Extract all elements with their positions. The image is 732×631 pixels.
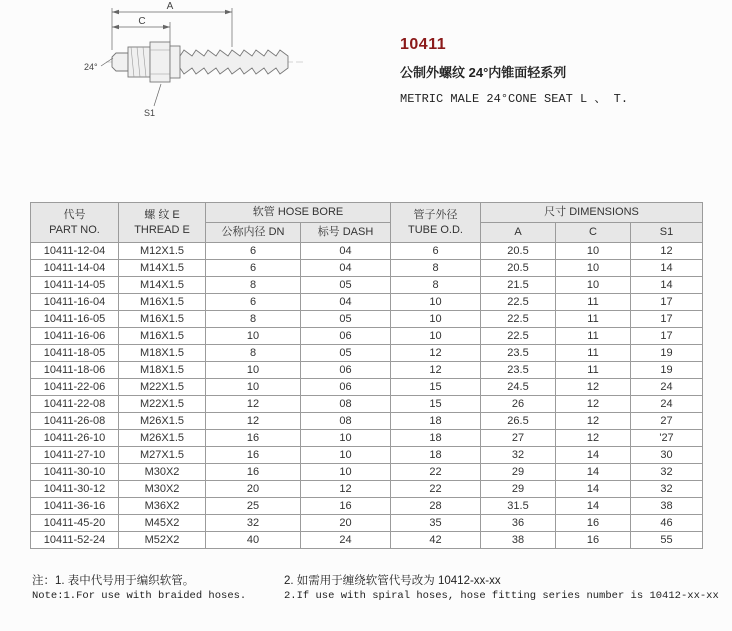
cell-dim-s1: 38 [631, 498, 703, 515]
cell-dim-s1: 14 [631, 277, 703, 294]
cell-thread: M18X1.5 [119, 345, 206, 362]
cell-dim-a: 22.5 [481, 328, 556, 345]
table-row [31, 396, 703, 413]
cell-part-no: 10411-30-10 [31, 464, 119, 481]
cell-dash: 10 [301, 447, 391, 464]
cell-dim-s1: 19 [631, 345, 703, 362]
cell-dim-a: 27 [481, 430, 556, 447]
cell-dim-c: 14 [556, 464, 631, 481]
arrowhead [112, 10, 119, 15]
cell-dn: 6 [206, 260, 301, 277]
cell-dn: 10 [206, 379, 301, 396]
header-tube-od-cn: 管子外径 [413, 209, 458, 222]
cell-dn: 16 [206, 447, 301, 464]
cell-dim-s1: '27 [631, 430, 703, 447]
cell-dn: 8 [206, 345, 301, 362]
series-number: 10411 [400, 36, 447, 53]
cell-tube-od: 18 [391, 430, 481, 447]
table-row [31, 515, 703, 532]
cell-dash: 06 [301, 328, 391, 345]
cell-dim-a: 20.5 [481, 260, 556, 277]
cell-dim-c: 12 [556, 430, 631, 447]
cell-dim-s1: 32 [631, 464, 703, 481]
cell-thread: M12X1.5 [119, 243, 206, 260]
header-row-1 [31, 203, 703, 223]
cell-dash: 16 [301, 498, 391, 515]
cell-thread: M36X2 [119, 498, 206, 515]
cell-dim-c: 16 [556, 532, 631, 549]
cell-thread: M16X1.5 [119, 294, 206, 311]
cell-dim-c: 11 [556, 328, 631, 345]
cell-part-no: 10411-18-05 [31, 345, 119, 362]
cell-part-no: 10411-22-08 [31, 396, 119, 413]
cell-thread: M14X1.5 [119, 260, 206, 277]
cell-dim-s1: 17 [631, 294, 703, 311]
header-dim-c: C [556, 223, 631, 243]
angle-label: 24° [84, 62, 98, 72]
cell-dim-s1: 12 [631, 243, 703, 260]
cell-dn: 10 [206, 362, 301, 379]
cell-dash: 20 [301, 515, 391, 532]
cell-dim-c: 11 [556, 362, 631, 379]
spec-table-header [31, 203, 703, 243]
cell-dim-a: 26 [481, 396, 556, 413]
cell-dim-c: 11 [556, 345, 631, 362]
cell-part-no: 10411-45-20 [31, 515, 119, 532]
title-block [400, 36, 628, 106]
cell-thread: M22X1.5 [119, 396, 206, 413]
cell-part-no: 10411-12-04 [31, 243, 119, 260]
cell-dn: 40 [206, 532, 301, 549]
cell-tube-od: 28 [391, 498, 481, 515]
cell-dim-s1: 32 [631, 481, 703, 498]
header-dash: 标号 DASH [301, 223, 391, 243]
cell-tube-od: 10 [391, 311, 481, 328]
cell-dim-c: 11 [556, 311, 631, 328]
cell-dn: 32 [206, 515, 301, 532]
cell-dash: 04 [301, 243, 391, 260]
header-tube-od-en: TUBE O.D. [407, 223, 463, 236]
header-dimensions-group: 尺寸 DIMENSIONS [481, 203, 703, 223]
table-row [31, 345, 703, 362]
cell-dash: 06 [301, 379, 391, 396]
cell-dim-c: 16 [556, 515, 631, 532]
cell-dn: 6 [206, 294, 301, 311]
series-title-en: METRIC MALE 24°CONE SEAT L 、 T. [400, 92, 629, 106]
cell-dim-a: 29 [481, 481, 556, 498]
fitting-drawing-svg [82, 0, 337, 125]
dim-label-a: A [166, 1, 174, 12]
cell-dn: 6 [206, 243, 301, 260]
header-thread [119, 203, 206, 243]
cell-dim-s1: 17 [631, 311, 703, 328]
cell-part-no: 10411-16-06 [31, 328, 119, 345]
table-row [31, 413, 703, 430]
cell-part-no: 10411-26-08 [31, 413, 119, 430]
cell-tube-od: 35 [391, 515, 481, 532]
table-row [31, 260, 703, 277]
cell-tube-od: 18 [391, 413, 481, 430]
cell-dim-a: 20.5 [481, 243, 556, 260]
cell-dim-s1: 19 [631, 362, 703, 379]
header-dn: 公称内径 DN [206, 223, 301, 243]
cell-tube-od: 10 [391, 294, 481, 311]
cell-dn: 8 [206, 311, 301, 328]
footnotes [32, 574, 719, 603]
cell-thread: M26X1.5 [119, 430, 206, 447]
cell-dim-c: 10 [556, 277, 631, 294]
cell-dim-c: 10 [556, 243, 631, 260]
note-en-right: 2.If use with spiral hoses, hose fitting series number is 10412-xx-xx [284, 590, 719, 602]
cell-tube-od: 42 [391, 532, 481, 549]
cell-tube-od: 22 [391, 481, 481, 498]
cell-part-no: 10411-22-06 [31, 379, 119, 396]
cell-dim-c: 11 [556, 294, 631, 311]
cell-dim-a: 38 [481, 532, 556, 549]
table-row [31, 464, 703, 481]
cell-dn: 12 [206, 413, 301, 430]
cell-dash: 05 [301, 311, 391, 328]
cell-dn: 16 [206, 464, 301, 481]
cell-part-no: 10411-30-12 [31, 481, 119, 498]
cell-dim-s1: 14 [631, 260, 703, 277]
cell-dim-s1: 24 [631, 379, 703, 396]
cell-tube-od: 8 [391, 277, 481, 294]
cell-thread: M30X2 [119, 481, 206, 498]
cell-thread: M26X1.5 [119, 413, 206, 430]
cell-dn: 25 [206, 498, 301, 515]
cell-dim-c: 14 [556, 498, 631, 515]
s1-leader-line [154, 84, 161, 106]
header-thread-en: THREAD E [134, 223, 190, 236]
cell-dim-a: 22.5 [481, 311, 556, 328]
cell-dash: 04 [301, 294, 391, 311]
series-title-cn: 公制外螺纹 24°内锥面轻系列 [400, 65, 567, 80]
cell-thread: M14X1.5 [119, 277, 206, 294]
cell-dash: 06 [301, 362, 391, 379]
arrowhead [112, 25, 119, 30]
note-en-left: Note:1.For use with braided hoses. [32, 590, 247, 602]
cell-dash: 24 [301, 532, 391, 549]
cell-part-no: 10411-16-05 [31, 311, 119, 328]
spec-table [30, 202, 703, 549]
header-thread-cn: 螺 纹 E [144, 209, 180, 222]
cell-dim-c: 12 [556, 396, 631, 413]
cell-thread: M16X1.5 [119, 311, 206, 328]
cell-dim-c: 12 [556, 413, 631, 430]
cell-dim-s1: 17 [631, 328, 703, 345]
cell-dim-c: 14 [556, 481, 631, 498]
cell-dim-c: 14 [556, 447, 631, 464]
cell-part-no: 10411-16-04 [31, 294, 119, 311]
header-part-no [31, 203, 119, 243]
cell-tube-od: 22 [391, 464, 481, 481]
cell-part-no: 10411-14-04 [31, 260, 119, 277]
cell-dim-s1: 24 [631, 396, 703, 413]
header-tube-od [391, 203, 481, 243]
cell-dash: 05 [301, 345, 391, 362]
table-row [31, 277, 703, 294]
cell-thread: M27X1.5 [119, 447, 206, 464]
cell-dim-a: 21.5 [481, 277, 556, 294]
cell-dim-s1: 46 [631, 515, 703, 532]
header-hose-bore-group: 软管 HOSE BORE [206, 203, 391, 223]
cell-dn: 20 [206, 481, 301, 498]
cell-dim-a: 23.5 [481, 362, 556, 379]
fitting-nose [112, 53, 128, 71]
cell-tube-od: 18 [391, 447, 481, 464]
cell-part-no: 10411-27-10 [31, 447, 119, 464]
arrowhead [163, 25, 170, 30]
cell-dim-s1: 27 [631, 413, 703, 430]
header-part-no-cn: 代号 [63, 209, 86, 222]
cell-dim-a: 36 [481, 515, 556, 532]
cell-dim-s1: 55 [631, 532, 703, 549]
note-cn-right: 2. 如需用于缠绕软管代号改为 10412-xx-xx [284, 575, 501, 587]
table-row [31, 532, 703, 549]
spec-table-body [31, 243, 703, 549]
cell-thread: M45X2 [119, 515, 206, 532]
cell-dash: 12 [301, 481, 391, 498]
cell-thread: M52X2 [119, 532, 206, 549]
cell-part-no: 10411-14-05 [31, 277, 119, 294]
cell-dim-a: 22.5 [481, 294, 556, 311]
cell-dn: 8 [206, 277, 301, 294]
cell-dim-a: 26.5 [481, 413, 556, 430]
cell-dash: 08 [301, 396, 391, 413]
cell-thread: M22X1.5 [119, 379, 206, 396]
cell-tube-od: 8 [391, 260, 481, 277]
cell-part-no: 10411-52-24 [31, 532, 119, 549]
table-row [31, 294, 703, 311]
cell-dim-c: 12 [556, 379, 631, 396]
cell-thread: M18X1.5 [119, 362, 206, 379]
cell-thread: M16X1.5 [119, 328, 206, 345]
table-row [31, 328, 703, 345]
cell-dn: 12 [206, 396, 301, 413]
fitting-hex [150, 42, 170, 82]
cell-part-no: 10411-18-06 [31, 362, 119, 379]
cell-dash: 04 [301, 260, 391, 277]
cell-dash: 08 [301, 413, 391, 430]
table-row [31, 481, 703, 498]
cell-tube-od: 10 [391, 328, 481, 345]
table-row [31, 430, 703, 447]
fitting-barbed-tail [180, 50, 288, 74]
cell-tube-od: 15 [391, 396, 481, 413]
cell-dim-a: 24.5 [481, 379, 556, 396]
table-row [31, 498, 703, 515]
cell-tube-od: 6 [391, 243, 481, 260]
header-part-no-en: PART NO. [49, 223, 100, 236]
cell-dim-c: 10 [556, 260, 631, 277]
cell-tube-od: 15 [391, 379, 481, 396]
arrowhead [225, 10, 232, 15]
dim-label-c: C [138, 16, 146, 27]
table-row [31, 362, 703, 379]
header-dim-a: A [481, 223, 556, 243]
cell-tube-od: 12 [391, 362, 481, 379]
note-cn-left: 注：1. 表中代号用于编织软管。 [32, 575, 195, 587]
fitting-technical-drawing [82, 0, 337, 130]
table-row [31, 243, 703, 260]
cell-dim-a: 23.5 [481, 345, 556, 362]
cell-dim-a: 31.5 [481, 498, 556, 515]
cell-dash: 10 [301, 464, 391, 481]
cell-dim-a: 32 [481, 447, 556, 464]
cell-part-no: 10411-26-10 [31, 430, 119, 447]
table-row [31, 447, 703, 464]
cell-dn: 10 [206, 328, 301, 345]
cell-dim-s1: 30 [631, 447, 703, 464]
dim-label-s1: S1 [144, 108, 156, 118]
cell-thread: M30X2 [119, 464, 206, 481]
cell-dash: 05 [301, 277, 391, 294]
cell-dim-a: 29 [481, 464, 556, 481]
table-row [31, 311, 703, 328]
table-row [31, 379, 703, 396]
cell-part-no: 10411-36-16 [31, 498, 119, 515]
cell-dn: 16 [206, 430, 301, 447]
cell-dash: 10 [301, 430, 391, 447]
fitting-collar [170, 46, 180, 78]
header-dim-s1: S1 [631, 223, 703, 243]
cell-tube-od: 12 [391, 345, 481, 362]
